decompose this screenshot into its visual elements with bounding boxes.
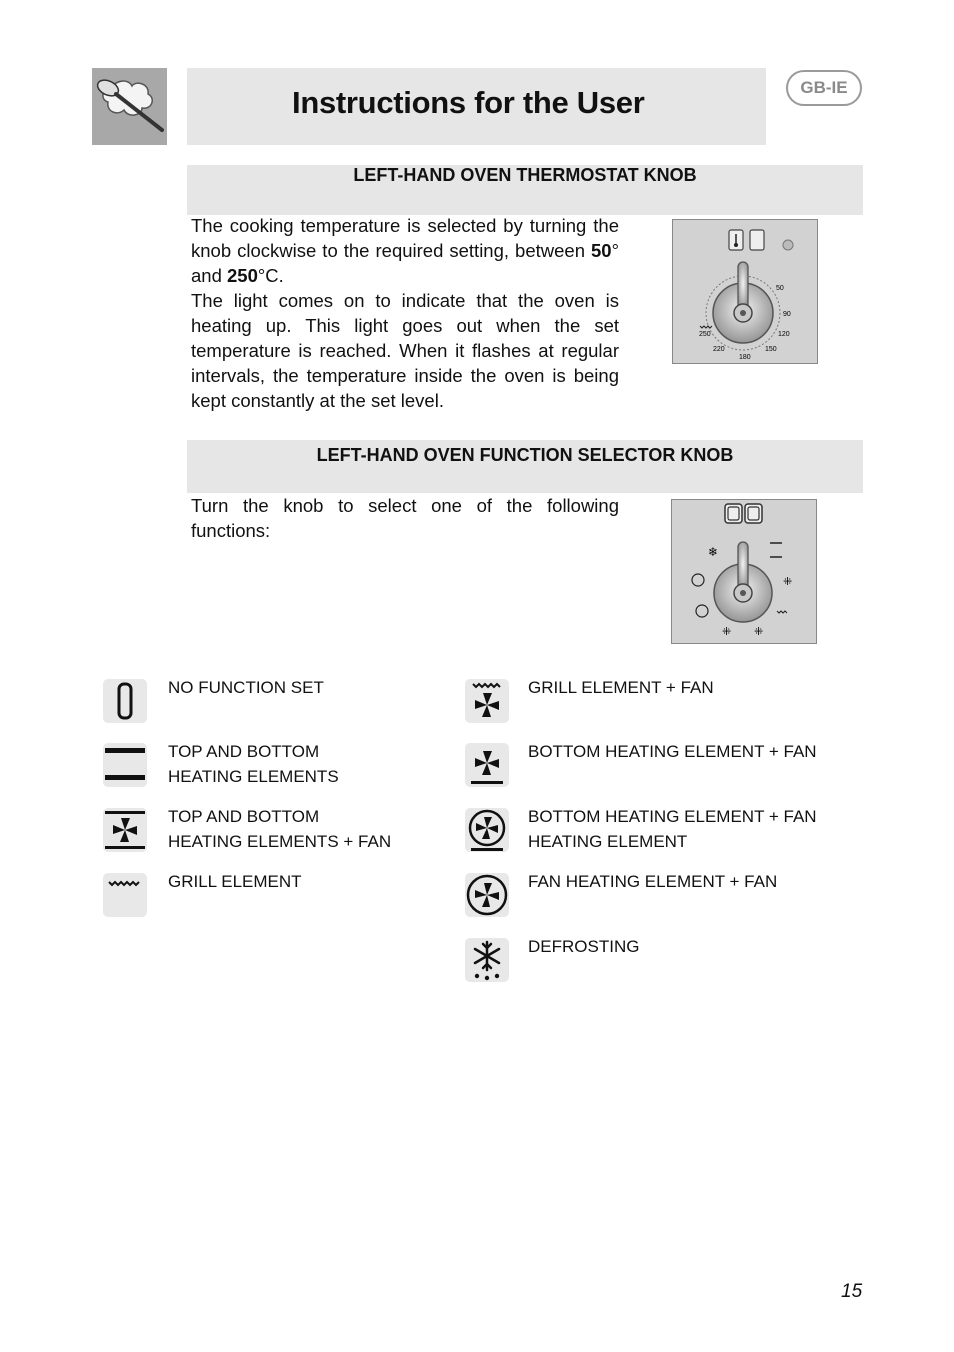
- region-badge: [786, 70, 862, 106]
- top-bottom-heating-icon: [103, 743, 147, 787]
- function-knob-illustration: [671, 499, 817, 644]
- grill-fan-icon: [465, 679, 509, 723]
- function-heading: LEFT-HAND OVEN FUNCTION SELECTOR KNOB: [316, 445, 734, 465]
- function-label-no-function: NO FUNCTION SET: [168, 678, 324, 697]
- function-intro: Turn the knob to select one of the following functions:: [191, 495, 619, 541]
- dial-label-250: 250: [699, 331, 711, 338]
- svg-text:❄: ❄: [708, 545, 719, 559]
- function-label-bottom-fan: BOTTOM HEATING ELEMENT + FAN: [528, 742, 817, 761]
- region-badge-label: GB-IE: [800, 78, 848, 97]
- dial-label-90: 90: [783, 311, 791, 318]
- function-section-heading: [187, 440, 863, 493]
- function-label-defrost: DEFROSTING: [528, 937, 640, 956]
- top-bottom-fan-icon: [103, 808, 147, 852]
- dial-label-180: 180: [739, 354, 751, 361]
- function-label-fan-ring: FAN HEATING ELEMENT + FAN: [528, 872, 778, 891]
- svg-text:⁜: ⁜: [783, 575, 793, 588]
- bottom-fan-ring-icon: [465, 808, 509, 852]
- title-bar: [187, 68, 766, 145]
- thermostat-section-heading: [187, 165, 863, 215]
- function-label-top-bottom: TOP AND BOTTOM HEATING ELEMENTS: [168, 742, 339, 786]
- page-number: 15: [841, 1281, 863, 1302]
- thermostat-description: [191, 213, 619, 413]
- thermostat-heading: LEFT-HAND OVEN THERMOSTAT KNOB: [353, 165, 697, 185]
- page-title: Instructions for the User: [292, 85, 645, 120]
- thermostat-knob-illustration: [672, 219, 818, 364]
- defrost-icon: [465, 938, 509, 982]
- fan-ring-icon: [465, 873, 509, 917]
- function-label-top-bottom-fan: TOP AND BOTTOM HEATING ELEMENTS + FAN: [168, 807, 392, 851]
- chef-spoon-icon: [92, 68, 167, 145]
- dial-label-220: 220: [713, 346, 725, 353]
- dial-label-50: 50: [776, 285, 784, 292]
- function-description: [191, 493, 619, 543]
- no-function-icon: [103, 679, 147, 723]
- function-label-grill-fan: GRILL ELEMENT + FAN: [528, 678, 714, 697]
- thermostat-para-1: The cooking temperature is selected by turning the knob clockwise to the required setting, between 50° and 250°C.: [191, 215, 619, 286]
- svg-text:⁜: ⁜: [722, 625, 732, 638]
- thermostat-para-2: The light comes on to indicate that the oven is heating up. This light goes out when the set temperature is reached. When it flashes at regular intervals, the temperature inside the oven is being kept constantly at the set level.: [191, 290, 619, 411]
- svg-text:⁜: ⁜: [754, 625, 764, 638]
- function-label-grill: GRILL ELEMENT: [168, 872, 302, 891]
- grill-element-icon: [103, 873, 147, 917]
- function-label-bottom-fan-ring: BOTTOM HEATING ELEMENT + FAN HEATING ELEMENT: [528, 807, 817, 851]
- bottom-fan-icon: [465, 743, 509, 787]
- dial-label-120: 120: [778, 331, 790, 338]
- dial-label-150: 150: [765, 346, 777, 353]
